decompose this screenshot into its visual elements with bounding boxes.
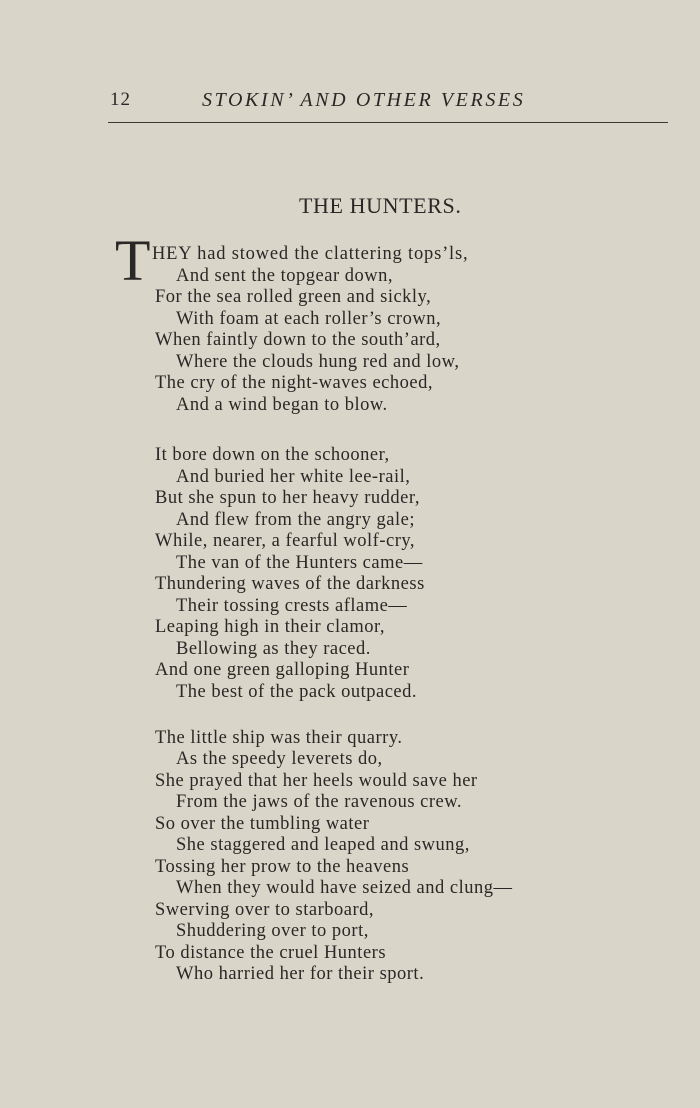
page-number: 12 bbox=[110, 89, 131, 110]
poem-line: Leaping high in their clamor, bbox=[155, 617, 386, 637]
poem-line: Shuddering over to port, bbox=[176, 921, 369, 941]
poem-line: Tossing her prow to the heavens bbox=[155, 857, 410, 877]
poem-line: When they would have seized and clung— bbox=[176, 878, 513, 898]
poem-line: From the jaws of the ravenous crew. bbox=[176, 792, 463, 812]
drop-cap: T bbox=[115, 228, 151, 293]
poem-title: THE HUNTERS. bbox=[299, 193, 462, 218]
poem-line: And a wind began to blow. bbox=[176, 395, 388, 415]
poem-line: And sent the topgear down, bbox=[176, 266, 393, 286]
poem-line: She prayed that her heels would save her bbox=[155, 771, 478, 791]
poem-first-line: HEY had stowed the clattering tops’ls, bbox=[152, 244, 469, 264]
poem-line: The van of the Hunters came— bbox=[176, 553, 423, 573]
poem-line: The little ship was their quarry. bbox=[155, 728, 403, 748]
poem-line: To distance the cruel Hunters bbox=[155, 943, 387, 963]
poem-line: As the speedy leverets do, bbox=[176, 749, 383, 769]
poem-line: While, nearer, a fearful wolf-cry, bbox=[155, 531, 416, 551]
poem-line: When faintly down to the south’ard, bbox=[155, 330, 441, 350]
poem-line: The best of the pack outpaced. bbox=[176, 682, 418, 702]
poem-line: The cry of the night-waves echoed, bbox=[155, 373, 433, 393]
running-head: STOKIN’ AND OTHER VERSES bbox=[202, 89, 526, 111]
poem-line: For the sea rolled green and sickly, bbox=[155, 287, 432, 307]
poem-line: Their tossing crests aflame— bbox=[176, 596, 408, 616]
poem-line: Where the clouds hung red and low, bbox=[176, 352, 460, 372]
poem-line: But she spun to her heavy rudder, bbox=[155, 488, 420, 508]
poem-line: Swerving over to starboard, bbox=[155, 900, 375, 920]
poem-line: It bore down on the schooner, bbox=[155, 445, 390, 465]
poem-line: She staggered and leaped and swung, bbox=[176, 835, 470, 855]
poem-line: Who harried her for their sport. bbox=[176, 964, 425, 984]
poem-line: And one green galloping Hunter bbox=[155, 660, 410, 680]
poem-line: Thundering waves of the darkness bbox=[155, 574, 425, 594]
poem-line: With foam at each roller’s crown, bbox=[176, 309, 442, 329]
header-rule bbox=[108, 122, 668, 123]
poem-line: Bellowing as they raced. bbox=[176, 639, 371, 659]
poem-line: And buried her white lee-rail, bbox=[176, 467, 411, 487]
poem-line: And flew from the angry gale; bbox=[176, 510, 415, 530]
poem-line: So over the tumbling water bbox=[155, 814, 370, 834]
